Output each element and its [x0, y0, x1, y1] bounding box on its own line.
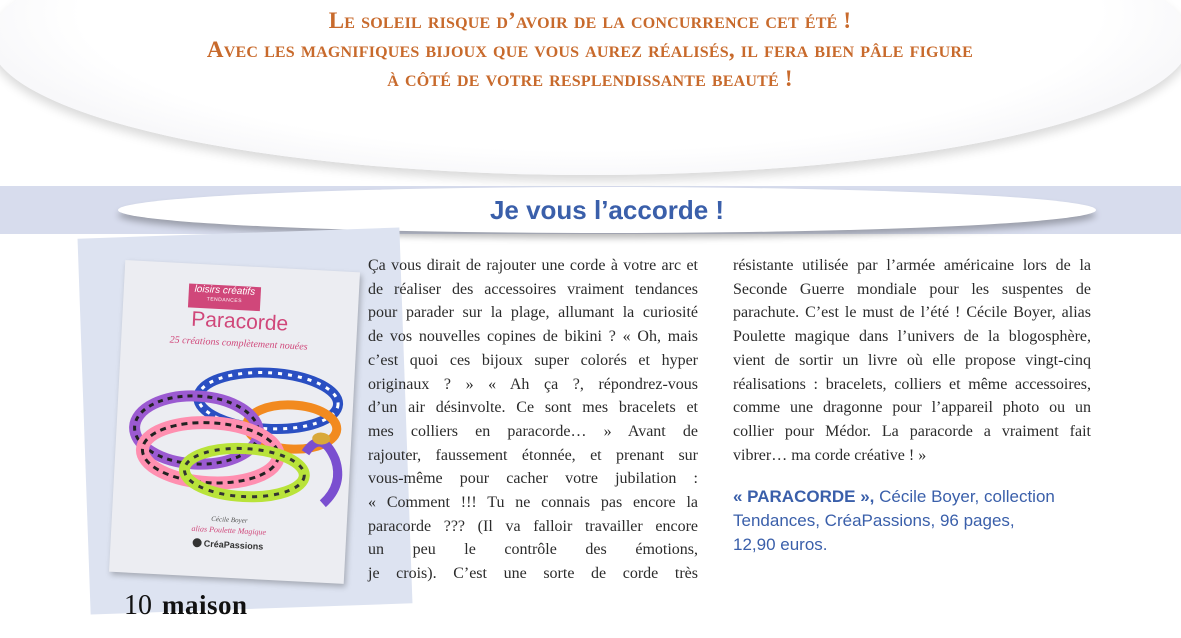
bracelets-illustration — [112, 348, 355, 520]
section-title: Je vous l’accorde ! — [489, 195, 725, 225]
text-line: « Comment !!! Tu ne connais pas encore la — [368, 494, 698, 512]
intro-line-3: à côté de votre resplendissante beauté ! — [387, 66, 793, 91]
publisher-icon — [193, 538, 202, 547]
text-line: pour parader sur la plage, allumant la curiosité — [368, 304, 698, 322]
text-line: vibrer… ma corde créative ! » — [733, 446, 927, 464]
publisher-name: CréaPassions — [203, 538, 264, 552]
text-line: Seconde Guerre mondiale pour les suspentes de — [733, 280, 1091, 298]
page-folio — [124, 590, 248, 622]
cover-author: Cécile Boyer — [211, 514, 248, 525]
collection-subname: TENDANCES — [206, 296, 243, 305]
credit-line-3: 12,90 euros. — [733, 535, 828, 554]
intro-line-1: Le soleil risque d’avoir de la concurrence cet été ! — [328, 8, 852, 33]
text-line: réalisations : bracelets, colliers et même accessoires, — [733, 375, 1091, 393]
text-line: collier pour Médor. La paracorde a vraiment fait — [733, 422, 1091, 440]
text-line: d’un air désinvolte. Ce sont mes bracelets et — [368, 399, 698, 417]
collection-name: loisirs créatifs — [194, 283, 256, 298]
text-line: comme une dragonne pour l’appareil photo ou un — [733, 399, 1091, 417]
book-cover — [109, 260, 360, 584]
text-line: je crois). C’est une sorte de corde très — [368, 565, 698, 583]
text-line: vient de sortir un livre où elle propose vingt-cinq — [733, 351, 1091, 369]
intro-text — [100, 6, 1080, 93]
text-line: originaux ? » « Ah ça ?, répondrez-vous — [368, 375, 698, 393]
credit-title: « PARACORDE », — [733, 487, 875, 506]
book-credit — [733, 485, 1093, 557]
cover-title: Paracorde — [190, 307, 289, 336]
article-column-1 — [368, 254, 698, 586]
credit-line-2: Tendances, CréaPassions, 96 pages, — [733, 511, 1015, 530]
page-number: 10 — [124, 590, 152, 621]
text-line: vous-même pour cacher votre jubilation : — [368, 470, 698, 488]
cover-subtitle: 25 créations complètement nouées — [169, 334, 308, 353]
cover-alias: alias Poulette Magique — [191, 523, 267, 537]
text-line: parachute. C’est le must de l’été ! Cécile Boyer, alias — [733, 304, 1091, 322]
text-line: c’est quoi ces bijoux super colorés et hyper — [368, 351, 698, 369]
credit-line-1: Cécile Boyer, collection — [874, 487, 1055, 506]
text-line: paracorde ??? (Il va falloir travailler encore — [368, 517, 698, 535]
text-line: Ça vous dirait de rajouter une corde à votre arc et — [368, 257, 698, 274]
text-line: résistante utilisée par l’armée américaine lors de la — [733, 257, 1091, 274]
intro-line-2: Avec les magnifiques bijoux que vous aurez réalisés, il fera bien pâle figure — [206, 37, 974, 62]
magazine-name: maison — [162, 590, 248, 620]
text-line: rajouter, faussement étonnée, et prenant sur — [368, 446, 698, 464]
article-column-2 — [733, 254, 1091, 467]
text-line: de vos nouvelles copines de bikini ? « Oh, mais — [368, 328, 698, 346]
text-line: un peu le contrôle des émotions, — [368, 541, 698, 559]
text-line: mes colliers en paracorde… » Avant de — [368, 422, 698, 440]
text-line: Poulette magique dans l’univers de la blogosphère, — [733, 328, 1091, 346]
text-line: de réaliser des accessoires vraiment tendances — [368, 280, 698, 298]
